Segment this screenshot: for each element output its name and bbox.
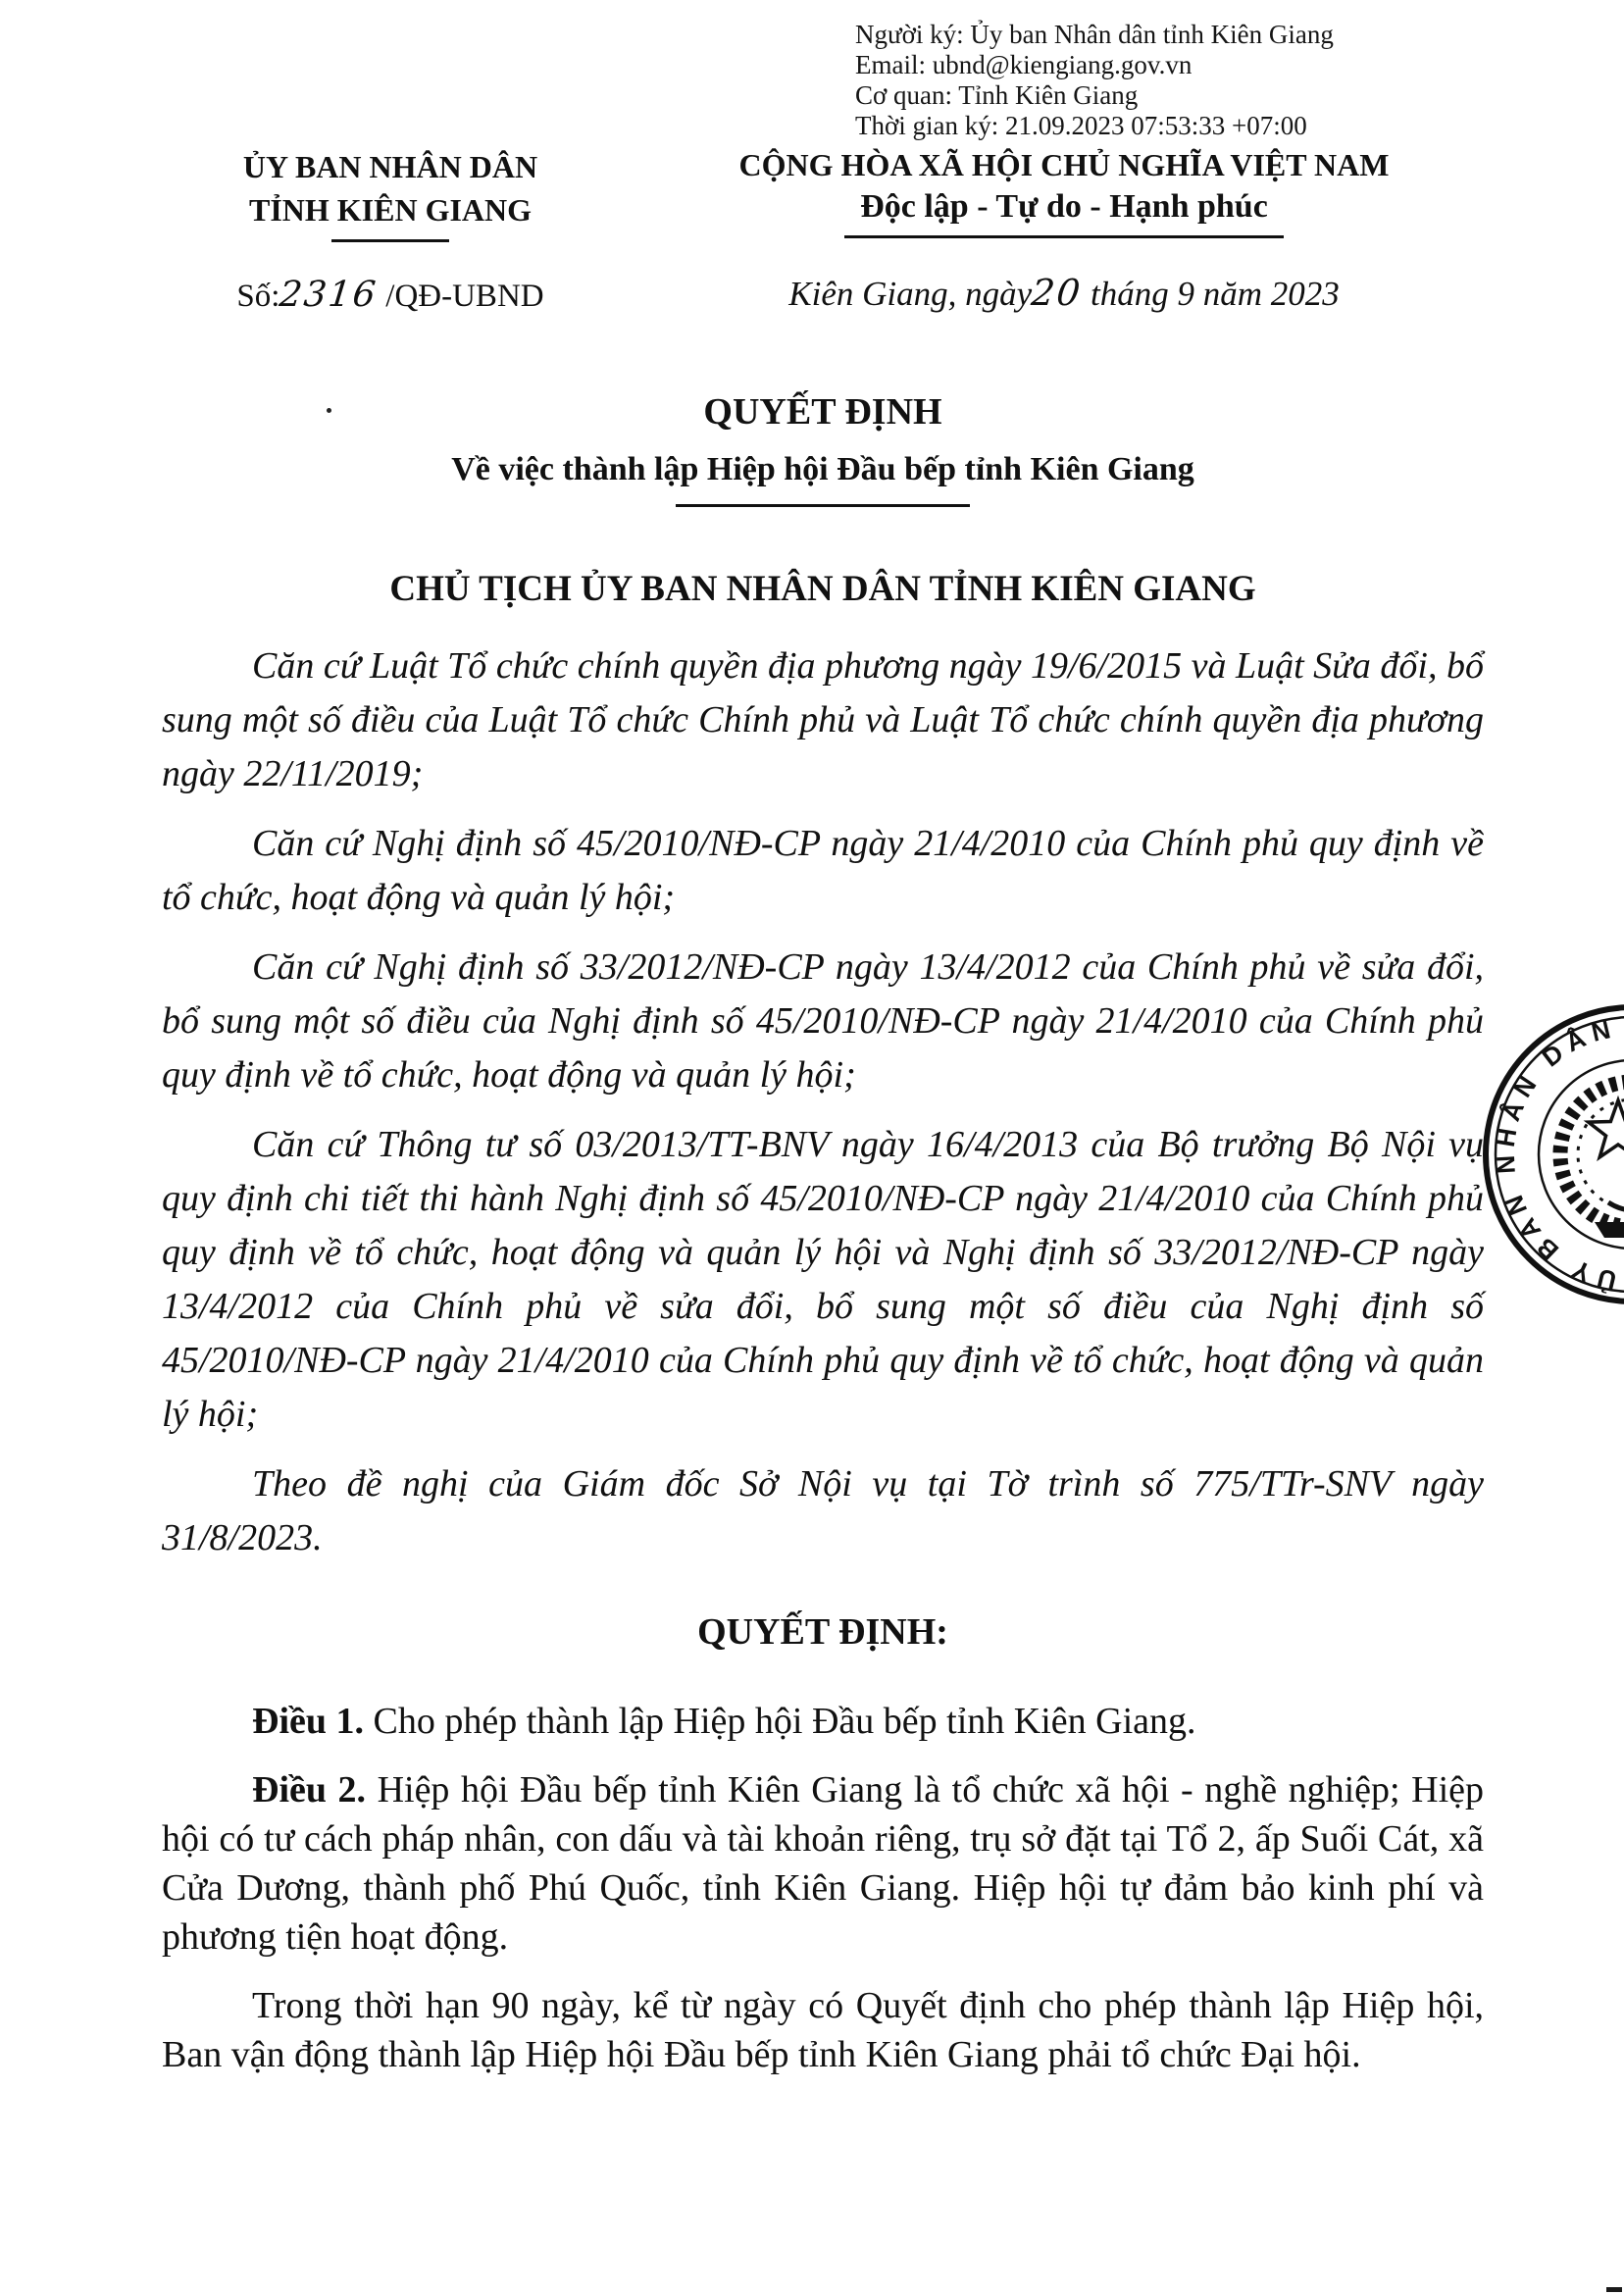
digital-signature-block [855,20,1404,141]
preamble-paragraph: Căn cứ Nghị định số 45/2010/NĐ-CP ngày 21/4/2010 của Chính phủ quy định về tổ chức, hoạt động và quản lý hội; [162,823,1484,918]
org-name-line1: ỦY BAN NHÂN DÂN [242,149,538,184]
document-body [162,639,1484,2099]
official-seal [1471,993,1624,1316]
org-name-line2: TỈNH KIÊN GIANG [248,192,533,228]
doc-type-heading: QUYẾT ĐỊNH [703,391,942,433]
article-2-continued-text: Trong thời hạn 90 ngày, kể từ ngày có Quyết định cho phép thành lập Hiệp hội, Ban vận động thành lập Hiệp hội Đầu bếp tỉnh Kiên Giang phải tổ chức Đại hội. [162,1985,1484,2075]
article-2-label: Điều 2. [252,1769,367,1810]
seal-emblem-icon [1471,993,1624,1316]
date-prefix: Kiên Giang, ngày [788,275,1033,313]
preamble-section [162,639,1484,1565]
authority-heading: CHỦ TỊCH ỦY BAN NHÂN DÂN TỈNH KIÊN GIANG [389,569,1256,609]
document-number-prefix: Số: [236,279,280,314]
article-2 [162,1765,1484,1962]
article-2-continued [162,1981,1484,2079]
article-1 [162,1697,1484,1746]
scan-speck [1606,2287,1622,2292]
document-number-handwritten: 2316 [278,275,381,315]
motto-line2: Độc lập - Tự do - Hạnh phúc [860,188,1268,225]
org-underline [331,239,449,242]
document-number [224,274,557,318]
article-2-text: Hiệp hội Đầu bếp tỉnh Kiên Giang là tổ chức xã hội - nghề nghiệp; Hiệp hội có tư cách pháp nhân, con dấu và tài khoản riêng, trụ sở đặt tại Tổ 2, ấp Suối Cát, xã Cửa Dương, thành phố Phú Quốc, tỉnh Kiên Giang. Hiệp hội tự đảm bảo kinh phí và phương tiện hoạt động. [162,1769,1484,1958]
scan-speck [327,408,331,413]
place-date-line [677,272,1451,314]
seal-arc-text: ỦY BAN NHÂN DÂN [1490,1012,1620,1297]
article-1-text: Cho phép thành lập Hiệp hội Đầu bếp tỉnh Kiên Giang. [373,1701,1196,1742]
signature-email: Email: ubnd@kiengiang.gov.vn [855,50,1193,79]
title-block [162,390,1484,611]
preamble-paragraph: Theo đề nghị của Giám đốc Sở Nội vụ tại Tờ trình số 775/TTr-SNV ngày 31/8/2023. [162,1463,1484,1558]
signature-signer: Người ký: Ủy ban Nhân dân tỉnh Kiên Giang [855,20,1334,49]
motto-line1: CỘNG HÒA XÃ HỘI CHỦ NGHĨA VIỆT NAM [738,147,1390,182]
document-number-suffix: /QĐ-UBND [385,279,544,314]
preamble-paragraph: Căn cứ Nghị định số 33/2012/NĐ-CP ngày 13/4/2012 của Chính phủ về sửa đổi, bổ sung một số điều của Nghị định số 45/2010/NĐ-CP ngày 21/4/2010 của Chính phủ quy định về tổ chức, hoạt động và quản lý hội; [162,946,1484,1096]
preamble-paragraph: Căn cứ Luật Tổ chức chính quyền địa phương ngày 19/6/2015 và Luật Sửa đổi, bổ sung một số điều của Luật Tổ chức Chính phủ và Luật Tổ chức chính quyền địa phương ngày 22/11/2019; [162,645,1484,794]
article-1-label: Điều 1. [252,1701,364,1742]
date-suffix: tháng 9 năm 2023 [1090,275,1340,313]
preamble-paragraph: Căn cứ Thông tư số 03/2013/TT-BNV ngày 16/4/2013 của Bộ trưởng Bộ Nội vụ quy định chi tiết thi hành Nghị định số 45/2010/NĐ-CP ngày 21/4/2010 của Chính phủ quy định về tổ chức, hoạt động và quản lý hội và Nghị định số 33/2012/NĐ-CP ngày 13/4/2012 của Chính phủ về sửa đổi, bổ sung một số điều của Nghị định số 45/2010/NĐ-CP ngày 21/4/2010 của Chính phủ quy định về tổ chức, hoạt động và quản lý hội; [162,1124,1484,1435]
signature-time: Thời gian ký: 21.09.2023 07:53:33 +07:00 [855,111,1307,140]
header-national-motto [677,145,1451,314]
signature-agency: Cơ quan: Tỉnh Kiên Giang [855,80,1139,110]
subject-underline [676,504,970,507]
motto-underline [844,235,1284,238]
date-handwritten: 20 [1029,272,1085,314]
doc-subject: Về việc thành lập Hiệp hội Đầu bếp tỉnh Kiên Giang [451,451,1194,487]
decision-heading: QUYẾT ĐỊNH: [697,1611,948,1653]
header-issuing-org [224,145,557,318]
